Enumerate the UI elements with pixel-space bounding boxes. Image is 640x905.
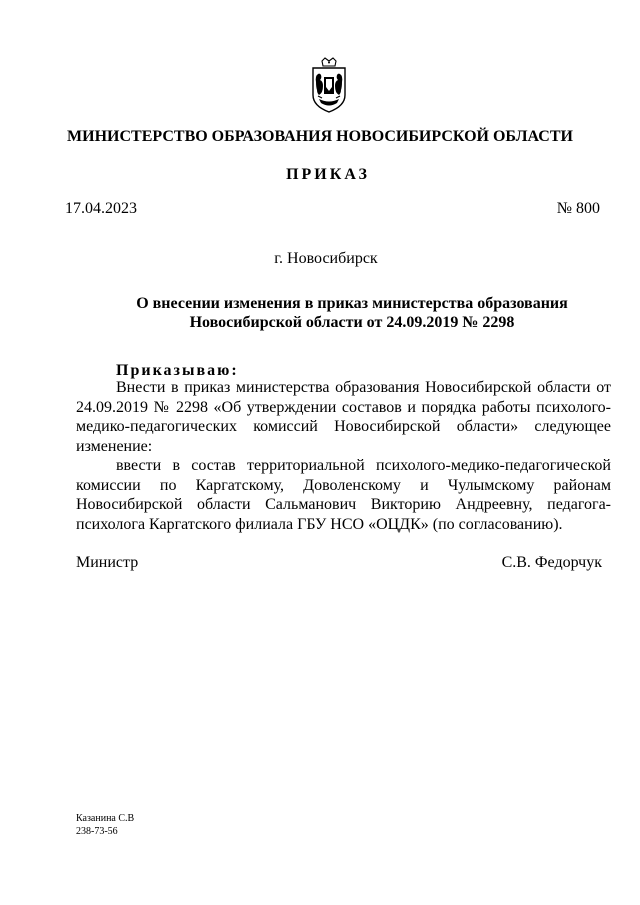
order-subject (110, 294, 594, 332)
subject-line-2: Новосибирской области от 24.09.2019 № 2298 (189, 314, 515, 331)
body-paragraph-2: ввести в состав территориальной психолого-медико-педагогической комиссии по Каргатскому, Доволенскому и Чулымскому районам Новосибирской области Сальманович Викторию Андреевну, педагога-психолога Каргатского филиала ГБУ НСО «ОЦДК» (по согласованию). (76, 457, 611, 533)
order-number: № 800 (556, 200, 600, 217)
order-body (76, 378, 611, 534)
document-type: ПРИКАЗ (286, 166, 370, 183)
order-date: 17.04.2023 (65, 200, 137, 217)
signatory-name: С.В. Федорчук (501, 554, 602, 571)
subject-line-1: О внесении изменения в приказ министерства образования (136, 295, 568, 312)
city: г. Новосибирск (274, 250, 378, 267)
signatory-title: Министр (76, 554, 139, 571)
ministry-name: МИНИСТЕРСТВО ОБРАЗОВАНИЯ НОВОСИБИРСКОЙ ОБЛАСТИ (67, 128, 573, 145)
executor-block (76, 812, 134, 838)
order-word: Приказываю: (116, 362, 239, 379)
body-paragraph-1: Внести в приказ министерства образования Новосибирской области от 24.09.2019 № 2298 «Об утверждении составов и порядка работы психолого-медико-педагогических комиссий Новосибирской области» следующее изменение: (76, 379, 611, 455)
executor-phone: 238-73-56 (76, 826, 118, 837)
coat-of-arms-icon (304, 57, 354, 114)
executor-name: Казанина С.В (76, 813, 135, 824)
